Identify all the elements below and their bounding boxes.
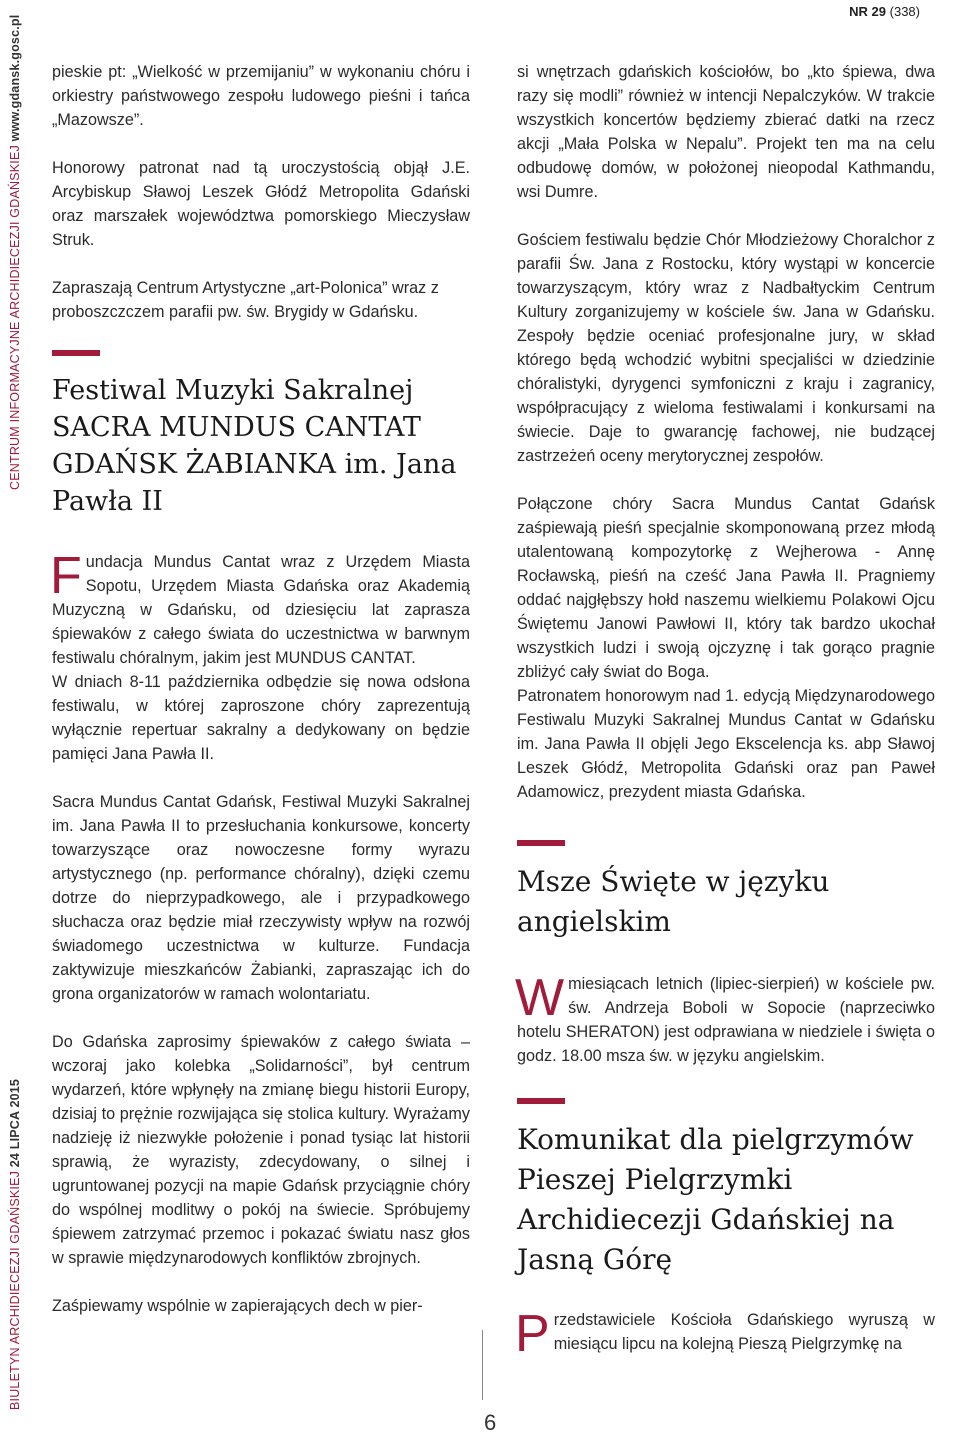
- spine-top: [8, 15, 22, 490]
- section-bar: [517, 1098, 565, 1104]
- paragraph: Gościem festiwalu będzie Chór Młodzieżowy Choralchor z parafii Św. Jana z Rostocku, który wystąpi w koncercie towarzyszącym, który wraz z Nadbałtyckim Centrum Kultury zorganizujemy w kościele św. Jana w Gdańsku. Zespoły będzie oceniać profesjonalne jury, w skład którego będą wchodzić wybitni specjaliści w dziedzinie chóralistyki, dyrygenci symfoniczni z kraju i zagranicy, współpracujący z wieloma festiwalami i konkursami na świecie. Daje to gwarancję fachowej, nie budzącej zastrzeżeń oceny merytorycznej zespołów.: [517, 231, 935, 465]
- paragraph: Honorowy patronat nad tą uroczystością objął J.E. Arcybiskup Sławoj Leszek Głódź Metropolita Gdański oraz marszałek województwa pomorskiego Mieczysław Struk.: [52, 159, 470, 249]
- paragraph: pieskie pt: „Wielkość w przemijaniu” w wykonaniu chóru i orkiestry państwowego zespołu ludowego pieśni i tańca „Mazowsze”.: [52, 63, 470, 129]
- paragraph: undacja Mundus Cantat wraz z Urzędem Miasta Sopotu, Urzędem Miasta Gdańska oraz Akademią Muzyczną w Gdańsku, od dziesięciu lat zaprasza śpiewaków z całego świata do uczestnictwa w barwnym festiwalu chóralnym, jakim jest MUNDUS CANTAT.: [52, 553, 470, 667]
- festival-heading: Festiwal Muzyki Sakralnej SACRA MUNDUS CANTAT GDAŃSK ŻABIANKA im. Jana Pawła II: [52, 375, 457, 517]
- paragraph: Sacra Mundus Cantat Gdańsk, Festiwal Muzyki Sakralnej im. Jana Pawła II to przesłuchania konkursowe, koncerty towarzyszące oraz nowoczesne formy wyrazu artystycznego (np. performance chóralny), dzięki czemu dotrze do nieprzypadkowego, ale i przypadkowego słuchacza oraz będzie miał rzeczywisty wpływ na rozwój świadomego uczestnictwa w kulturze. Fundacja zaktywizuje mieszkańców Żabianki, zapraszając ich do grona organizatorów w ramach wolontariatu.: [52, 793, 470, 1003]
- drop-cap: P: [515, 1305, 550, 1363]
- pilgrimage-heading: Komunikat dla pielgrzymów Pieszej Pielgrzymki Archidiecezji Gdańskiej na Jasną Górę: [517, 1123, 914, 1276]
- section-bar: [52, 350, 100, 356]
- drop-cap: F: [50, 547, 82, 605]
- paragraph: Połączone chóry Sacra Mundus Cantat Gdańsk zaśpiewają pieśń specjalnie skomponowaną przez młodą utalentowaną kompozytorkę z Wejherowa - Annę Rocławską, pieśń na cześć Jana Pawła II. Pragniemy oddać najgłębszy hołd naszemu wielkiemu Polakowi Ojcu Świętemu Janowi Pawłowi II, który tak bardzo ukochał wszystkich ludzi i swoją ojczyznę i tak gorąco pragnie zbliżyć cały świat do Boga.: [517, 495, 935, 681]
- paragraph: Zaśpiewamy wspólnie w zapierających dech w pier-: [52, 1297, 423, 1315]
- left-column: [52, 60, 470, 1318]
- column-divider: [482, 1330, 483, 1400]
- right-column: [515, 60, 935, 1363]
- spine-bulletin-label: BIULETYN ARCHIDIECEZJI GDAŃSKIEJ: [8, 1170, 22, 1410]
- section-bar: [517, 840, 565, 846]
- paragraph: Zapraszają Centrum Artystyczne „art-Polonica” wraz z proboszczczem parafii pw. św. Brygidy w Gdańsku.: [52, 279, 439, 321]
- paragraph: si wnętrzach gdańskich kościołów, bo „kto śpiewa, dwa razy się modli” również w intencji Nepalczyków. W trakcie wszystkich koncertów będziemy zbierać datki na rzecz akcji „Mała Polska w Nepalu”. Projekt ten ma na celu odbudowę domów, w położonej nieopodal Kathmandu, wsi Dumre.: [517, 63, 935, 201]
- spine-center-label: CENTRUM INFORMACYJNE ARCHIDIECEZJI GDAŃSKIEJ: [8, 145, 22, 490]
- drop-cap: W: [515, 969, 565, 1027]
- issue-label: NR 29: [849, 4, 887, 19]
- paragraph: Patronatem honorowym nad 1. edycją Międzynarodowego Festiwalu Muzyki Sakralnej Mundus Cantat w Gdańsku im. Jana Pawła II objęli Jego Ekscelencja ks. abp Sławoj Leszek Głódź, Metropolita Gdański oraz pan Paweł Adamowicz, prezydent miasta Gdańska.: [517, 687, 935, 801]
- spine-bottom: [8, 1079, 22, 1410]
- issue-number: [849, 4, 920, 19]
- issue-sequence: (338): [889, 4, 920, 19]
- paragraph: W dniach 8-11 października odbędzie się nowa odsłona festiwalu, w której zaproszone chóry zaprezentują wyłącznie repertuar sakralny a dedykowany on będzie pamięci Jana Pawła II.: [52, 673, 470, 763]
- paragraph: rzedstawiciele Kościoła Gdańskiego wyruszą w miesiącu lipcu na kolejną Pieszą Pielgrzymkę na: [553, 1311, 935, 1353]
- spine: [6, 14, 24, 1410]
- spine-date: 24 LIPCA 2015: [8, 1078, 22, 1168]
- mass-heading: Msze Święte w języku angielskim: [517, 865, 830, 938]
- paragraph: Do Gdańska zaprosimy śpiewaków z całego świata – wczoraj jako kolebka „Solidarności”, był centrum wydarzeń, które wpłynęły na zmianę biegu historii Europy, dzisiaj to prężnie rozwijająca się stolica kultury. Wyrażamy nadzieję iż niezwykłe położenie i ponad tysiąc lat historii sprawią, że wyrazisty, zdecydowany, o silnej i ugruntowanej pozycji na mapie Gdańsk przyciągnie chóry do wspólnej modlitwy o pokój na świecie. Spróbujemy śpiewem zatrzymać przemoc i pokazać światu nasz głos w sprawie międzynarodowych konfliktów zbrojnych.: [52, 1033, 470, 1267]
- page-number: 6: [484, 1410, 497, 1435]
- paragraph: miesiącach letnich (lipiec-sierpień) w kościele pw. św. Andrzeja Boboli w Sopocie (naprzeciwko hotelu SHERATON) jest odprawiana w niedziele i święta o godz. 18.00 msza św. w języku angielskim.: [517, 975, 935, 1065]
- spine-url: www.gdansk.gosc.pl: [8, 14, 22, 142]
